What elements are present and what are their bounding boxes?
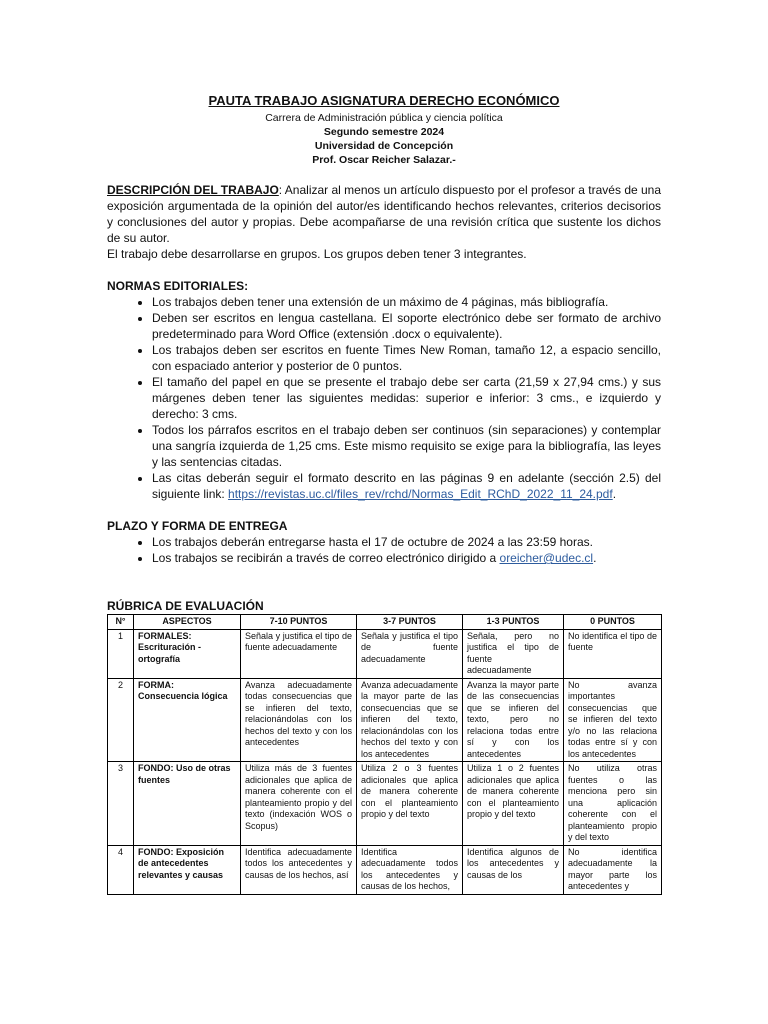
row-number: 2 (108, 678, 134, 762)
row-aspect: FORMA: Consecuencia lógica (134, 678, 241, 762)
row-aspect: FONDO: Exposición de antecedentes relevantes y causas (134, 845, 241, 894)
groups-text: El trabajo debe desarrollarse en grupos. Los grupos deben tener 3 integrantes. (107, 247, 527, 261)
row-1-3: Utiliza 1 o 2 fuentes adicionales que aplica de manera coherente con el planteamiento propio y del texto (463, 762, 564, 846)
document-header (0, 93, 768, 167)
rubric-title: RÚBRICA DE EVALUACIÓN (107, 599, 264, 613)
row-7-10: Avanza adecuadamente todas consecuencias que se infieren del texto, relacionándolas con los hechos del texto y con los antecedentes (241, 678, 357, 762)
normas-list (107, 294, 661, 502)
row-7-10: Utiliza más de 3 fuentes adicionales que aplica de manera coherente con el planteamiento propio y del texto (indexación WOS o Scopus) (241, 762, 357, 846)
email-text: Los trabajos se recibirán a través de correo electrónico dirigido a (152, 551, 500, 565)
row-0: No identifica adecuadamente la mayor parte los antecedentes y (564, 845, 662, 894)
email-link[interactable]: oreicher@udec.cl (499, 551, 594, 565)
table-row (108, 678, 662, 762)
row-number: 4 (108, 845, 134, 894)
plazo-item (152, 550, 661, 566)
university-line: Universidad de Concepción (314, 140, 454, 152)
row-0: No identifica el tipo de fuente (564, 629, 662, 678)
citation-text: Las citas deberán seguir el formato descrito en las páginas 9 en adelante (sección 2.5) del siguiente link: (152, 471, 661, 501)
normas-item: • El tamaño del papel en que se presente el trabajo debe ser carta (21,59 x 27,94 cms.) y sus márgenes deben tener las siguientes medidas: superior e inferior: 3 cms., e izquierdo y derecho: 3 cms. (152, 374, 661, 422)
row-7-10: Señala y justifica el tipo de fuente adecuadamente (241, 629, 357, 678)
header-7-10: 7-10 PUNTOS (241, 615, 357, 630)
description-label: DESCRIPCIÓN DEL TRABAJO (107, 183, 279, 197)
rubric-header-row (108, 615, 662, 630)
row-aspect: FONDO: Uso de otras fuentes (134, 762, 241, 846)
row-3-7: Señala y justifica el tipo de fuente adecuadamente (357, 629, 463, 678)
professor-line: Prof. Oscar Reicher Salazar.- (312, 154, 456, 166)
row-number: 1 (108, 629, 134, 678)
plazo-list (107, 534, 661, 566)
row-7-10: Identifica adecuadamente todos los antecedentes y causas de los hechos, así (241, 845, 357, 894)
document-body (107, 182, 661, 566)
normas-title: NORMAS EDITORIALES: (107, 279, 249, 293)
normas-item: • Deben ser escritos en lengua castellana. El soporte electrónico debe ser formato de archivo predeterminado para Word Office (extensión .docx o equivalente). (152, 310, 661, 342)
row-3-7: Avanza adecuadamente la mayor parte de las consecuencias que se infieren del texto, relacionándolas con los hechos del texto y con los antecedentes (357, 678, 463, 762)
citation-end: . (612, 487, 617, 501)
plazo-item: • Los trabajos deberán entregarse hasta el 17 de octubre de 2024 a las 23:59 horas. (152, 534, 661, 550)
normas-item: • Todos los párrafos escritos en el trabajo deben ser continuos (sin separaciones) y contemplar una sangría izquierda de 1,25 cms. Este mismo requisito se exige para la bibliografía, las leyes y las sentencias citadas. (152, 422, 661, 470)
row-number: 3 (108, 762, 134, 846)
row-3-7: Identifica adecuadamente todos los antecedentes y causas de los hechos, (357, 845, 463, 894)
row-aspect: FORMALES: Escrituración - ortografía (134, 629, 241, 678)
description-paragraph (107, 182, 661, 262)
row-0: No utiliza otras fuentes o las menciona pero sin una aplicación coherente con el planteamiento propio y del texto (564, 762, 662, 846)
table-row (108, 762, 662, 846)
header-3-7: 3-7 PUNTOS (357, 615, 463, 630)
row-1-3: Avanza la mayor parte de las consecuencias que se infieren del texto, pero no relaciona todas entre sí y con los antecedentes (463, 678, 564, 762)
semester-line: Segundo semestre 2024 (323, 126, 445, 138)
normas-item (152, 470, 661, 502)
document-title: PAUTA TRABAJO ASIGNATURA DERECHO ECONÓMICO (208, 93, 560, 108)
email-end: . (593, 551, 597, 565)
row-3-7: Utiliza 2 o 3 fuentes adicionales que aplica de manera coherente con el planteamiento propio y del texto (357, 762, 463, 846)
row-1-3: Señala, pero no justifica el tipo de fuente adecuadamente (463, 629, 564, 678)
citation-link[interactable]: https://revistas.uc.cl/files_rev/rchd/Normas_Edit_RChD_2022_11_24.pdf (228, 487, 613, 501)
career-line: Carrera de Administración pública y ciencia política (265, 112, 503, 124)
header-1-3: 1-3 PUNTOS (463, 615, 564, 630)
row-1-3: Identifica algunos de los antecedentes y causas de los (463, 845, 564, 894)
rubric-table (107, 614, 662, 895)
table-row (108, 629, 662, 678)
table-row (108, 845, 662, 894)
description-text: : Analizar al menos un artículo dispuesto por el profesor a través de una exposición argumentada de la opinión del autor/es identificando hechos relevantes, criterios decisorios y conclusiones del autor y propias. Debe acompañarse de una revisión crítica que sustente los dichos de su autor. (107, 183, 662, 245)
header-0: 0 PUNTOS (564, 615, 662, 630)
normas-item: • Los trabajos deben ser escritos en fuente Times New Roman, tamaño 12, a espacio sencillo, con espaciado anterior y posterior de 0 puntos. (152, 342, 661, 374)
header-aspects: ASPECTOS (134, 615, 241, 630)
normas-item: • Los trabajos deben tener una extensión de un máximo de 4 páginas, más bibliografía. (152, 294, 661, 310)
plazo-title: PLAZO Y FORMA DE ENTREGA (107, 519, 288, 533)
header-number: N° (108, 615, 134, 630)
row-0: No avanza importantes consecuencias que se infieren del texto y/o no las relaciona todas entre sí y con los antecedentes (564, 678, 662, 762)
